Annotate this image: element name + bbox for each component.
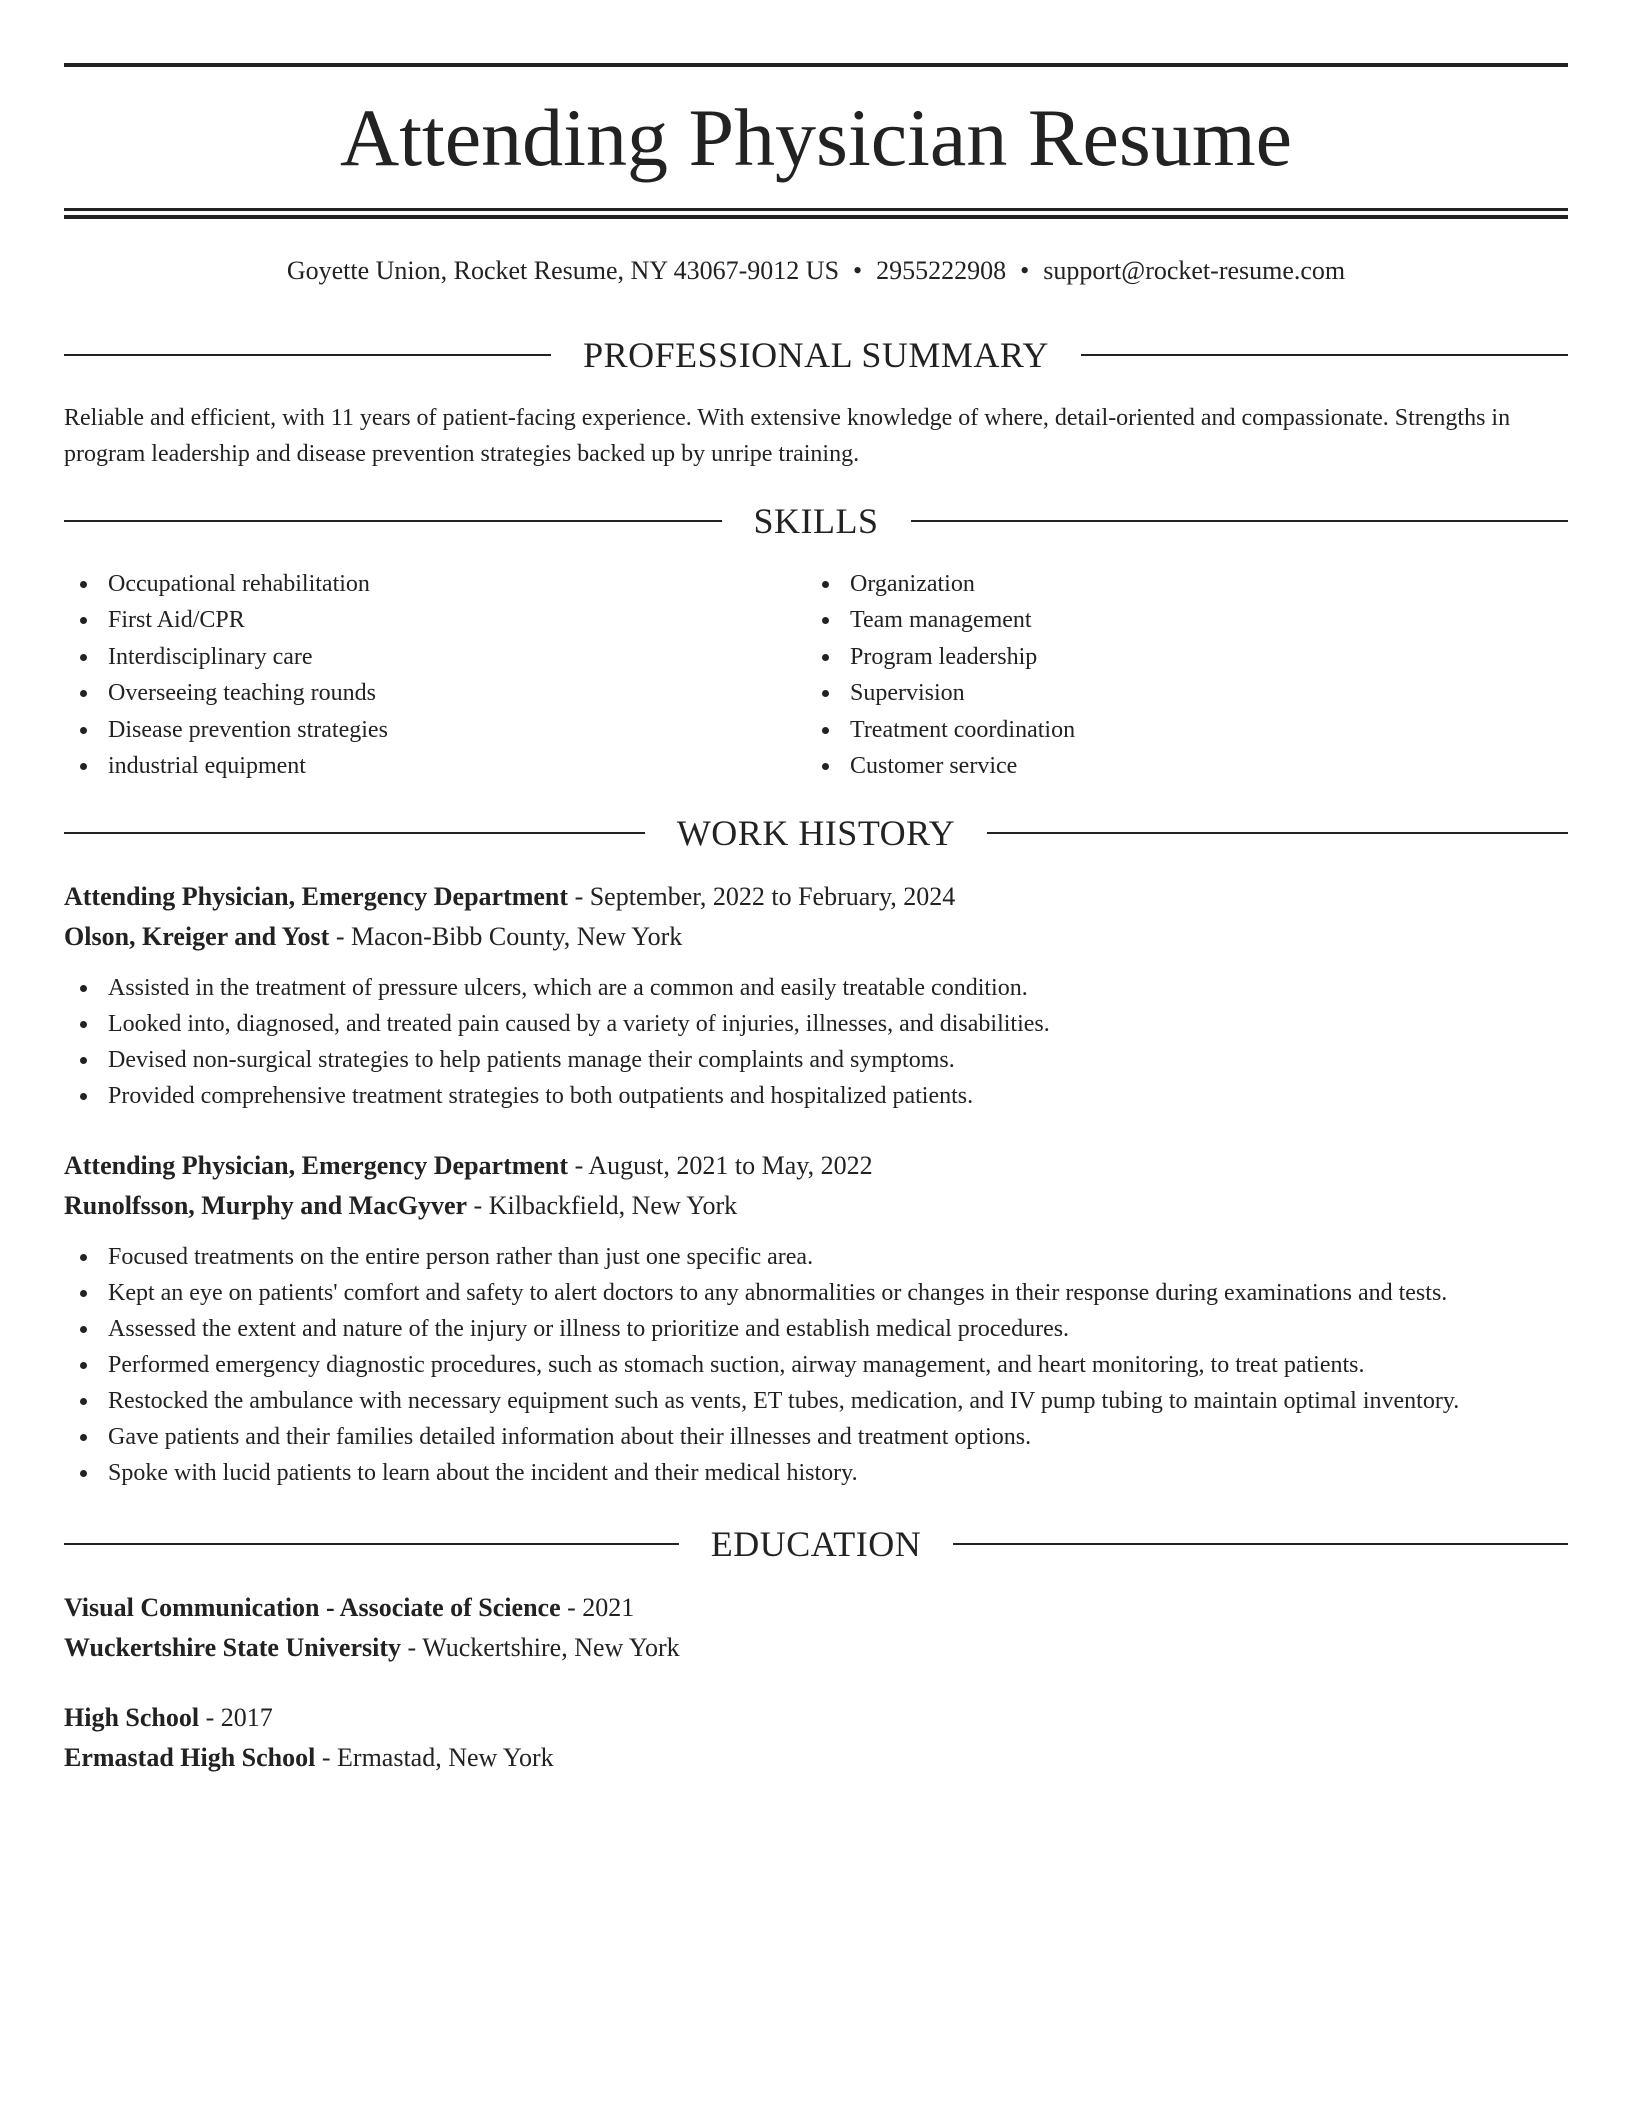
section-heading-label: EDUCATION <box>710 1524 922 1564</box>
job-dates: - August, 2021 to May, 2022 <box>568 1151 873 1180</box>
education-degree-line <box>64 1588 1568 1628</box>
job-location: - Kilbackfield, New York <box>467 1191 738 1220</box>
job-employer-line <box>64 1186 1568 1226</box>
job-employer: Olson, Kreiger and Yost <box>64 922 330 951</box>
skill-item: Supervision <box>806 675 1075 711</box>
job-bullet: Performed emergency diagnostic procedures, such as stomach suction, airway management, and heart monitoring, to treat patients. <box>64 1347 1568 1383</box>
summary-text: Reliable and efficient, with 11 years of patient-facing experience. With extensive knowledge of where, detail-oriented and compassionate. Strengths in program leadership and disease prevention strategies backed up by unripe training. <box>64 405 1511 467</box>
skill-item: Disease prevention strategies <box>64 712 388 748</box>
section-heading-work-history <box>64 811 1568 855</box>
heading-rule <box>911 520 1569 522</box>
skills-list-right <box>806 566 1075 784</box>
job-employer-line <box>64 917 1568 957</box>
job-bullet: Restocked the ambulance with necessary equipment such as vents, ET tubes, medication, and IV pump tubing to maintain optimal inventory. <box>64 1383 1568 1419</box>
job-bullet: Devised non-surgical strategies to help patients manage their complaints and symptoms. <box>64 1042 1568 1078</box>
job-location: - Macon-Bibb County, New York <box>329 922 683 951</box>
contact-address: Goyette Union, Rocket Resume, NY 43067-9012 US <box>286 256 840 285</box>
skill-item: Program leadership <box>806 639 1075 675</box>
education-location: - Wuckertshire, New York <box>401 1633 680 1662</box>
job-employer: Runolfsson, Murphy and MacGyver <box>64 1191 468 1220</box>
heading-rule <box>64 832 645 834</box>
skill-item: industrial equipment <box>64 748 388 784</box>
education-school: Ermastad High School <box>64 1743 316 1772</box>
job-title-line <box>64 1146 1568 1186</box>
section-heading-label: SKILLS <box>753 501 879 541</box>
job-bullet: Assisted in the treatment of pressure ulcers, which are a common and easily treatable condition. <box>64 970 1568 1006</box>
skill-item: First Aid/CPR <box>64 602 388 638</box>
education-school-line <box>64 1738 1568 1778</box>
job-dates: - September, 2022 to February, 2024 <box>568 882 956 911</box>
heading-rule <box>64 354 551 356</box>
skill-item: Team management <box>806 602 1075 638</box>
education-degree-line <box>64 1698 1568 1738</box>
title-rule-lower <box>64 215 1568 219</box>
skill-item: Organization <box>806 566 1075 602</box>
contact-line <box>64 254 1568 288</box>
section-heading-label: WORK HISTORY <box>676 813 956 853</box>
education-location: - Ermastad, New York <box>315 1743 554 1772</box>
page-title: Attending Physician Resume <box>339 92 1292 183</box>
education-degree: High School <box>64 1703 200 1732</box>
contact-separator: • <box>853 256 863 285</box>
job-bullet: Focused treatments on the entire person rather than just one specific area. <box>64 1239 1568 1275</box>
top-rule <box>64 63 1568 67</box>
contact-separator: • <box>1020 256 1030 285</box>
skill-item: Overseeing teaching rounds <box>64 675 388 711</box>
job-bullet: Assessed the extent and nature of the injury or illness to prioritize and establish medical procedures. <box>64 1311 1568 1347</box>
job-bullet: Looked into, diagnosed, and treated pain caused by a variety of injuries, illnesses, and disabilities. <box>64 1006 1568 1042</box>
heading-rule <box>987 832 1568 834</box>
skill-item: Occupational rehabilitation <box>64 566 388 602</box>
job-bullets <box>64 970 1568 1114</box>
heading-rule <box>64 1543 679 1545</box>
heading-rule <box>1081 354 1568 356</box>
section-heading-skills <box>64 499 1568 543</box>
title-rule-upper <box>64 208 1568 211</box>
education-year: - 2021 <box>560 1593 635 1622</box>
skill-item: Treatment coordination <box>806 712 1075 748</box>
job-bullets <box>64 1239 1568 1491</box>
education-year: - 2017 <box>199 1703 273 1732</box>
job-bullet: Spoke with lucid patients to learn about the incident and their medical history. <box>64 1455 1568 1491</box>
job-bullet: Gave patients and their families detailed information about their illnesses and treatment options. <box>64 1419 1568 1455</box>
section-heading-education <box>64 1522 1568 1566</box>
job-bullet: Kept an eye on patients' comfort and safety to alert doctors to any abnormalities or changes in their response during examinations and tests. <box>64 1275 1568 1311</box>
education-school-line <box>64 1628 1568 1668</box>
heading-rule <box>953 1543 1568 1545</box>
education-degree: Visual Communication - Associate of Science <box>64 1593 561 1622</box>
skills-list-left <box>64 566 388 784</box>
education-school: Wuckertshire State University <box>64 1633 401 1662</box>
job-title: Attending Physician, Emergency Department <box>64 882 569 911</box>
skill-item: Customer service <box>806 748 1075 784</box>
section-heading-label: PROFESSIONAL SUMMARY <box>583 335 1049 375</box>
contact-email: support@rocket-resume.com <box>1043 256 1346 285</box>
section-heading-summary <box>64 333 1568 377</box>
heading-rule <box>64 520 722 522</box>
job-bullet: Provided comprehensive treatment strategies to both outpatients and hospitalized patients. <box>64 1078 1568 1114</box>
skill-item: Interdisciplinary care <box>64 639 388 675</box>
contact-phone: 2955222908 <box>876 256 1007 285</box>
job-title-line <box>64 877 1568 917</box>
job-title: Attending Physician, Emergency Department <box>64 1151 569 1180</box>
